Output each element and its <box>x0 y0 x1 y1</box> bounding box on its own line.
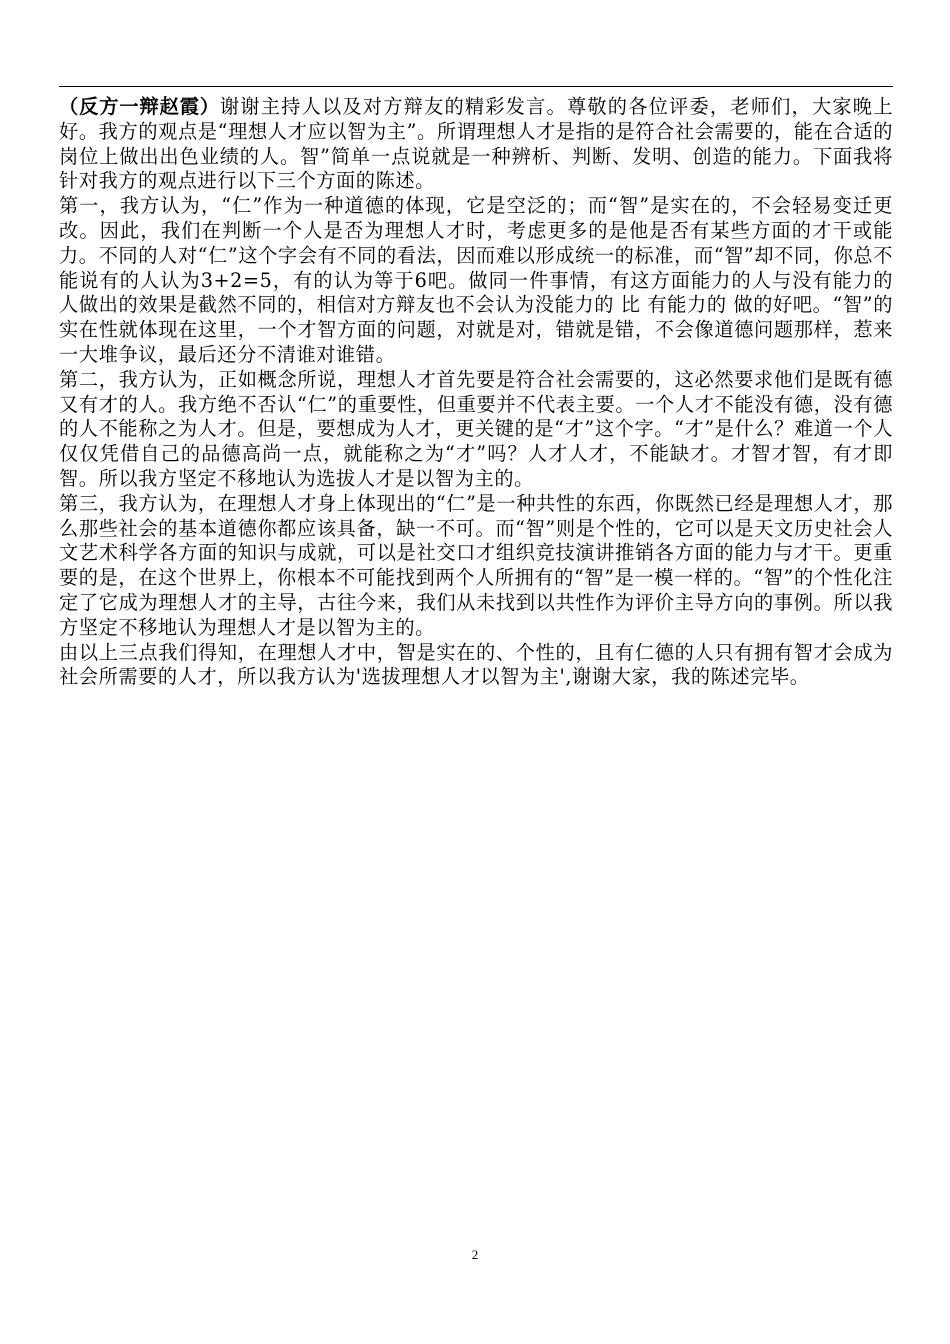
paragraph-point-two: 第二，我方认为，正如概念所说，理想人才首先要是符合社会需要的，这必然要求他们是既有德又有才的人。我方绝不否认“仁”的重要性，但重要并不代表主要。一个人才不能没有德，没有德的人不能称之为人才。但是，要想成为人才，更关键的是“才”这个字。“才”是什么？难道一个人仅仅凭借自己的品德高尚一点，就能称之为“才”吗？人才人才，不能缺才。才智才智，有才即智。所以我方坚定不移地认为选拔人才是以智为主的。 <box>59 367 893 490</box>
header-rule <box>59 86 893 87</box>
paragraph-conclusion: 由以上三点我们得知，在理想人才中，智是实在的、个性的，且有仁德的人只有拥有智才会成为社会所需要的人才，所以我方认为'选拔理想人才以智为主',谢谢大家，我的陈述完毕。 <box>59 640 893 689</box>
paragraph-point-three: 第三，我方认为，在理想人才身上体现出的“仁”是一种共性的东西，你既然已经是理想人才，那么那些社会的基本道德你都应该具备，缺一不可。而“智”则是个性的，它可以是天文历史社会人文艺术科学各方面的知识与成就，可以是社交口才组织竞技演讲推销各方面的能力与才干。更重要的是，在这个世界上，你根本不可能找到两个人所拥有的“智”是一模一样的。“智”的个性化注定了它成为理想人才的主导，古往今来，我们从未找到以共性作为评价主导方向的事例。所以我方坚定不移地认为理想人才是以智为主的。 <box>59 491 893 639</box>
page-number: 2 <box>471 1247 479 1262</box>
paragraph-opening <box>59 95 893 194</box>
document-body <box>59 95 893 690</box>
paragraph-opening-text: 谢谢主持人以及对方辩友的精彩发言。尊敬的各位评委，老师们，大家晚上好。我方的观点是“理想人才应以智为主”。所谓理想人才是指的是符合社会需要的，能在合适的岗位上做出出色业绩的人。智”简单一点说就是一种辨析、判断、发明、创造的能力。下面我将针对我方的观点进行以下三个方面的陈述。 <box>59 95 893 193</box>
paragraph-point-one: 第一，我方认为，“仁”作为一种道德的体现，它是空泛的；而“智”是实在的，不会轻易变迁更改。因此，我们在判断一个人是否为理想人才时，考虑更多的是他是否有某些方面的才干或能力。不同的人对“仁”这个字会有不同的看法，因而难以形成统一的标准，而“智”却不同，你总不能说有的人认为3+2=5，有的认为等于6吧。做同一件事情，有这方面能力的人与没有能力的人做出的效果是截然不同的，相信对方辩友也不会认为没能力的 比 有能力的 做的好吧。“智”的实在性就体现在这里，一个才智方面的问题，对就是对，错就是错，不会像道德问题那样，惹来一大堆争议，最后还分不清谁对谁错。 <box>59 194 893 366</box>
speaker-label: （反方一辩赵霞） <box>59 95 220 118</box>
